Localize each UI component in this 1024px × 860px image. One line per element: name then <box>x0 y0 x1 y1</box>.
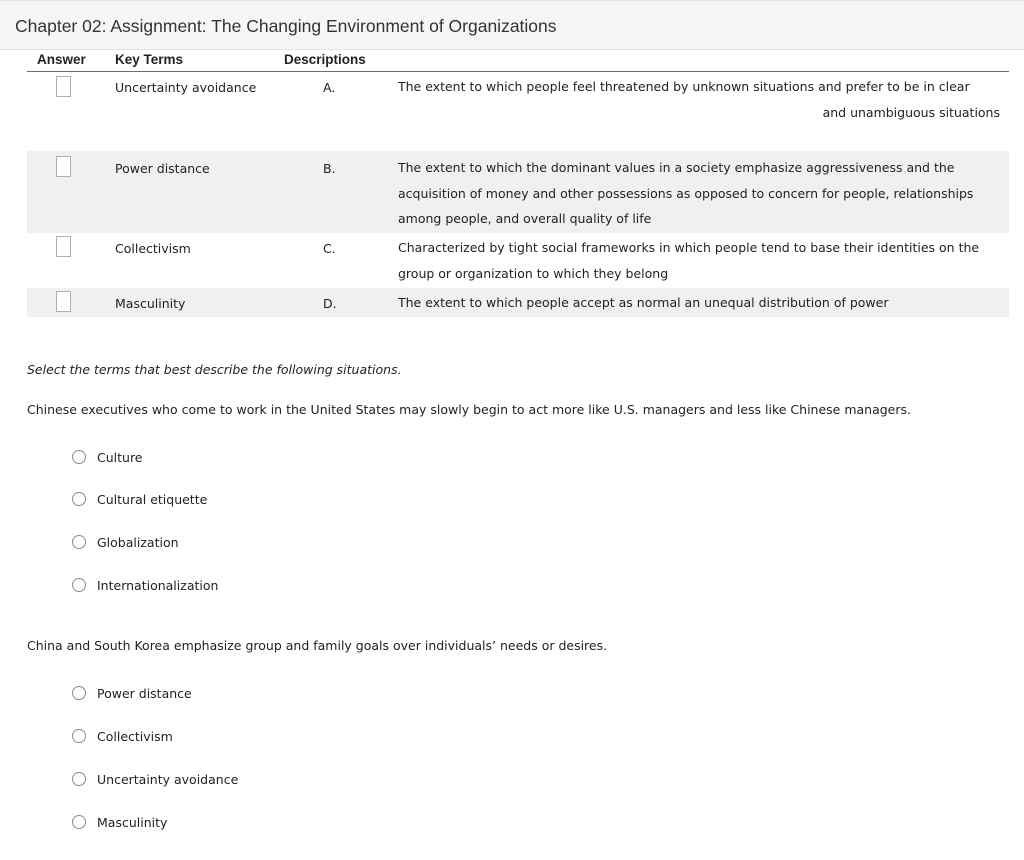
description-letter: C. <box>323 241 336 256</box>
option-label: Collectivism <box>97 729 173 744</box>
option-label: Cultural etiquette <box>97 492 208 507</box>
radio-button[interactable] <box>72 450 86 464</box>
description-letter: B. <box>323 161 336 176</box>
answer-box-4[interactable] <box>56 291 71 312</box>
option-label: Power distance <box>97 686 192 701</box>
option-label: Internationalization <box>97 578 219 593</box>
key-term: Uncertainty avoidance <box>115 80 257 95</box>
key-term: Power distance <box>115 161 210 176</box>
answer-box-2[interactable] <box>56 156 71 177</box>
question-text: Chinese executives who come to work in the United States may slowly begin to act more like U.S. managers and less like Chinese managers. <box>27 402 912 417</box>
key-term: Collectivism <box>115 241 191 256</box>
answer-box-1[interactable] <box>56 76 71 97</box>
radio-button[interactable] <box>72 815 86 829</box>
instructions: Select the terms that best describe the following situations. <box>27 362 402 377</box>
radio-button[interactable] <box>72 578 86 592</box>
description-text: Characterized by tight social frameworks in which people tend to base their identities on the group or organization to which they belong <box>398 240 980 281</box>
description-letter: D. <box>323 296 337 311</box>
radio-button[interactable] <box>72 492 86 506</box>
radio-button[interactable] <box>72 729 86 743</box>
column-header-descriptions: Descriptions <box>284 52 366 67</box>
description-text: The extent to which people accept as normal an unequal distribution of power <box>398 295 889 310</box>
column-header-answer: Answer <box>37 52 86 67</box>
option-label: Globalization <box>97 535 179 550</box>
column-header-key-terms: Key Terms <box>115 52 184 67</box>
description-text-cont: and unambiguous situations <box>822 105 1000 120</box>
description-letter: A. <box>323 80 336 95</box>
question-text: China and South Korea emphasize group and family goals over individuals’ needs or desires. <box>27 638 608 653</box>
option-label: Culture <box>97 450 143 465</box>
description-text: The extent to which the dominant values in a society emphasize aggressiveness and the acquisition of money and other possessions as opposed to concern for people, relationships among people, and overall quality of life <box>398 160 974 226</box>
page-title: Chapter 02: Assignment: The Changing Environment of Organizations <box>15 16 557 36</box>
answer-box-3[interactable] <box>56 236 71 257</box>
radio-button[interactable] <box>72 535 86 549</box>
key-term: Masculinity <box>115 296 186 311</box>
page-header <box>0 0 1024 50</box>
radio-button[interactable] <box>72 686 86 700</box>
description-text: The extent to which people feel threatened by unknown situations and prefer to be in clear <box>398 79 970 94</box>
option-label: Masculinity <box>97 815 168 830</box>
option-label: Uncertainty avoidance <box>97 772 239 787</box>
radio-button[interactable] <box>72 772 86 786</box>
